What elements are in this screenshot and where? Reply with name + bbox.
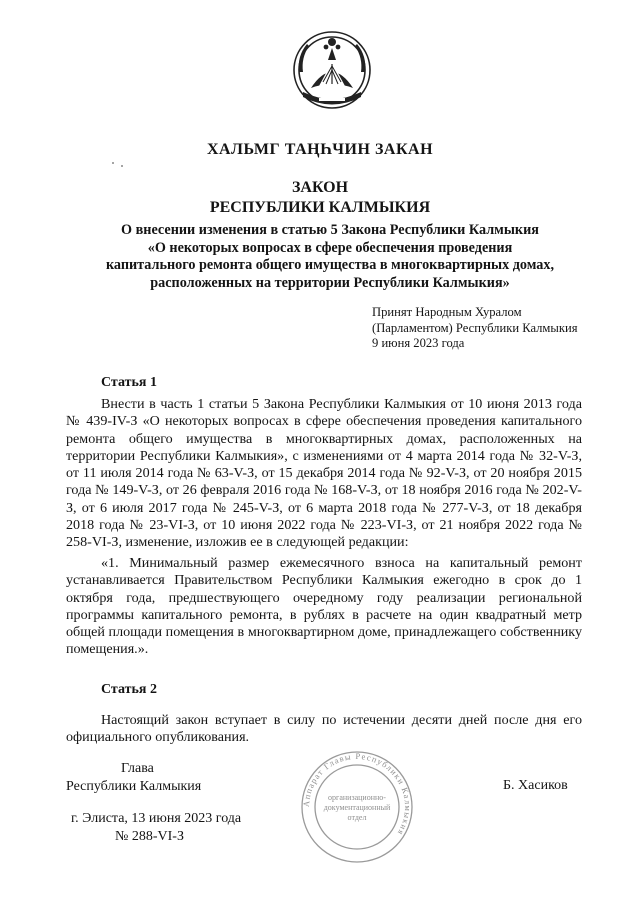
kalmyk-law-title: ХАЛЬМГ ТАҢҺЧИН ЗАКАН (206, 141, 434, 158)
official-stamp (298, 748, 416, 866)
signatory-position (66, 760, 201, 795)
subtitle-line: О внесении изменения в статью 5 Закона Республики Калмыкия (121, 222, 539, 238)
adoption-note (372, 305, 578, 352)
article-1-text: Внести в часть 1 статьи 5 Закона Республики Калмыкия от 10 июня 2013 года № 439-IV-З «О некоторых вопросах в сфере обеспечения проведения капитального ремонта общего имущества в многоквартирных домах, расположенных на территории Республики Калмыкия», с изменениями от 4 марта 2014 года № 32-V-З, от 11 июля 2014 года № 63-V-З, от 15 декабря 2014 года № 92-V-З, от 20 ноября 2015 года № 149-V-З, от 26 февраля 2016 года № 168-V-З, от 18 ноября 2016 года № 202-V-З, от 6 июля 2017 года № 245-V-З, от 6 марта 2018 года № 277-V-З, от 18 декабря 2018 года № 23-VI-З, от 10 июня 2022 года № 223-VI-З, от 21 ноября 2022 года № 258-VI-З, изменение, изложив ее в следующей редакции: (66, 396, 582, 551)
subtitle-line: «О некоторых вопросах в сфере обеспечения проведения (147, 239, 513, 256)
law-heading-line2: РЕСПУБЛИКИ КАЛМЫКИЯ (209, 199, 431, 216)
stamp-inner-line: организационно- (328, 793, 386, 802)
law-heading-line1: ЗАКОН (291, 179, 349, 196)
coat-of-arms-emblem (289, 26, 375, 118)
law-number: № 288-VI-З (115, 828, 184, 844)
scan-speck (121, 165, 123, 167)
adoption-line: Принят Народным Хуралом (372, 305, 522, 319)
stamp-outer-text: Аппарат Главы Республики Калмыкия (300, 750, 414, 838)
subtitle-line: расположенных на территории Республики Калмыкия» (150, 274, 510, 291)
scan-speck (112, 162, 114, 164)
stamp-inner-line: отдел (347, 813, 367, 822)
article-1-quote: «1. Минимальный размер ежемесячного взноса на капитальный ремонт устанавливается Правительством Республики Калмыкия ежегодно в срок до 1 октября года, предшествующего очередному году реализации региональной программы капитального ремонта, в рублях в расчете на один квадратный метр общей площади помещения в многоквартирном доме, принадлежащего собственнику помещения.». (66, 555, 582, 658)
article-1-title: Статья 1 (101, 375, 157, 390)
adoption-line: (Парламентом) Республики Калмыкия (372, 320, 578, 335)
signatory-name: Б. Хасиков (503, 778, 568, 793)
position-line: Республики Калмыкия (66, 778, 202, 794)
position-line: Глава (121, 761, 154, 776)
article-2-text: Настоящий закон вступает в силу по истечении десяти дней после дня его официального опубликования. (66, 712, 582, 746)
law-heading (0, 178, 640, 218)
law-subtitle (60, 222, 600, 292)
city-date: г. Элиста, 13 июня 2023 года (71, 811, 242, 826)
place-and-number (71, 810, 241, 845)
article-2-title: Статья 2 (101, 682, 157, 697)
stamp-inner-line: документационный (323, 803, 391, 812)
subtitle-line: капитального ремонта общего имущества в многоквартирных домах, (105, 257, 555, 273)
adoption-line: 9 июня 2023 года (372, 336, 465, 350)
